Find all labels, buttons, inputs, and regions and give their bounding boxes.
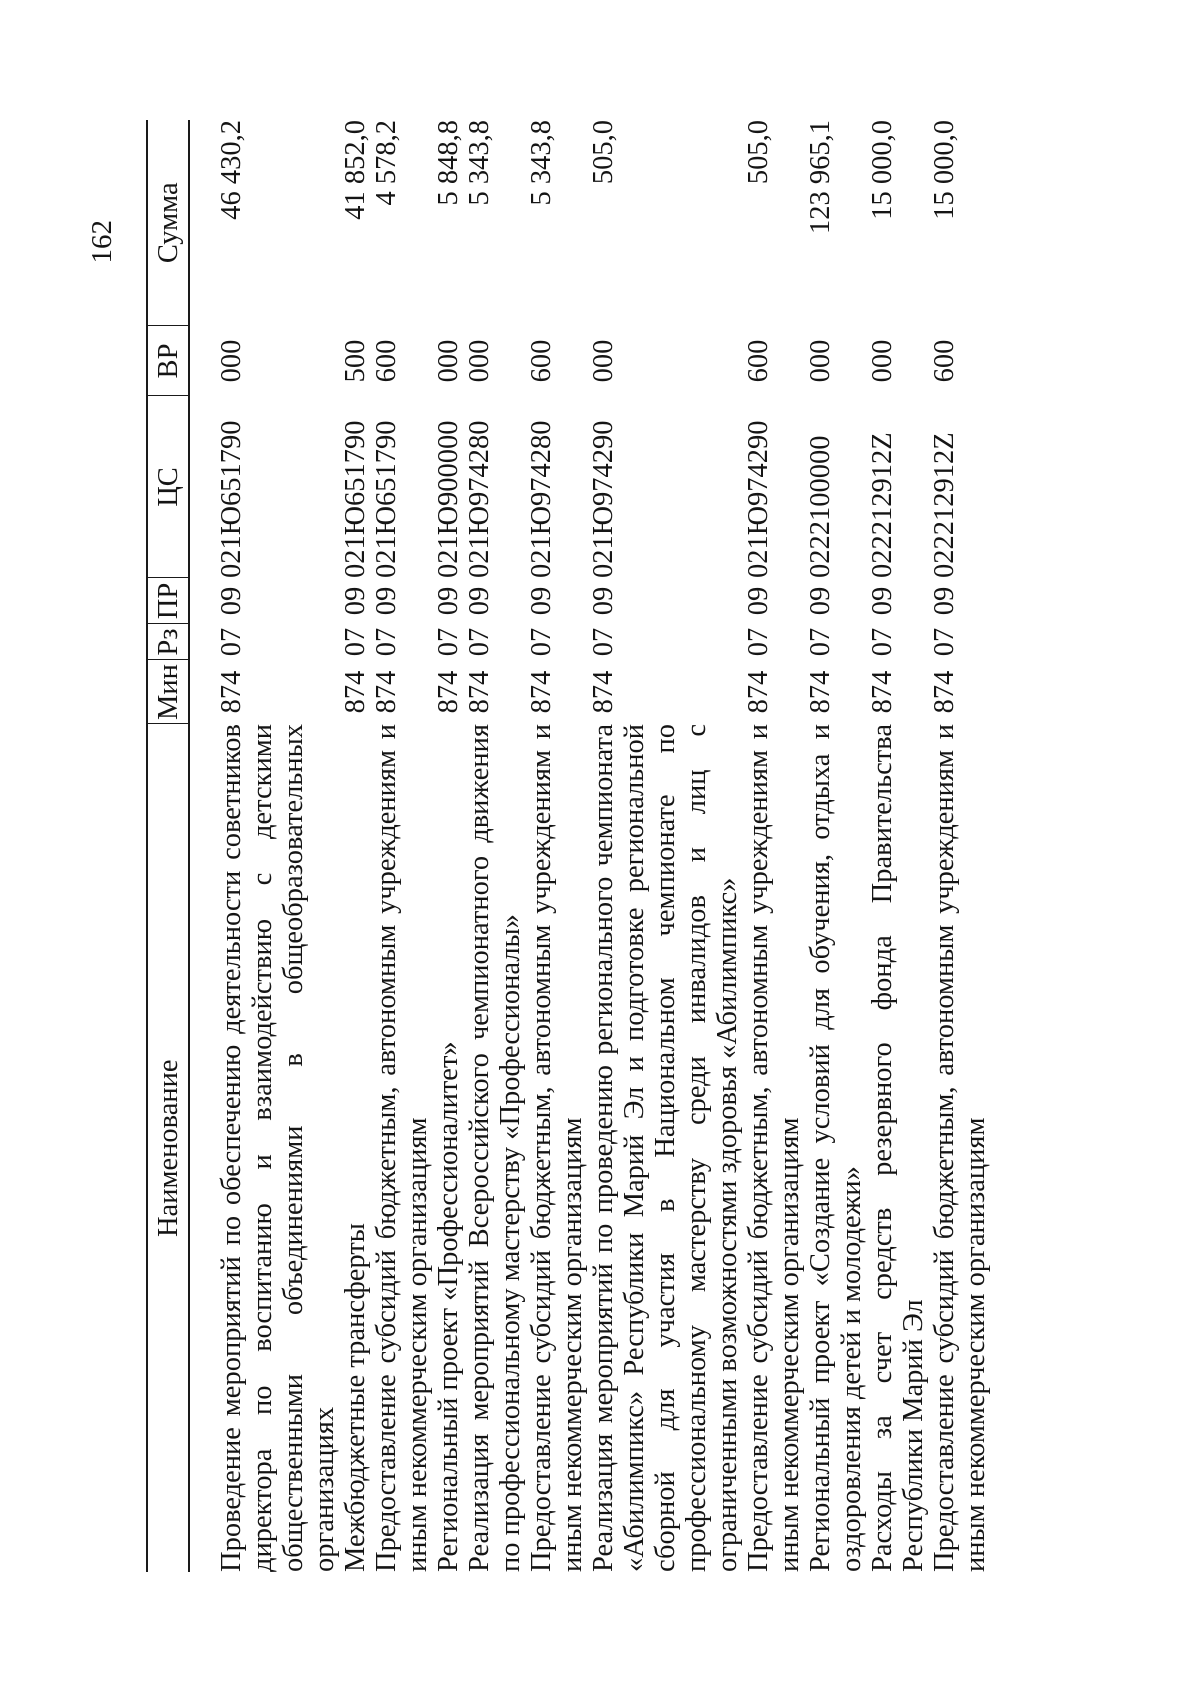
row-sum: 5 848,8 [433, 120, 464, 206]
header-vr: ВР [147, 326, 189, 396]
row-name: Предоставление субсидий бюджетным, автономным учреждениям и иным некоммерческим организациям [929, 724, 991, 1572]
row-rz: 07 [216, 627, 247, 657]
table-row [743, 120, 805, 1572]
row-sum: 15 000,0 [929, 120, 960, 220]
row-pr: 09 [929, 586, 960, 616]
row-min: 874 [867, 670, 898, 714]
row-cs: 0222100000 [805, 435, 836, 578]
row-sum: 505,0 [743, 120, 774, 185]
row-cs: 021Ю974280 [464, 420, 495, 578]
row-cs: 022212912Z [867, 432, 898, 578]
row-vr: 000 [464, 339, 495, 383]
header-name: Наименование [147, 724, 189, 1572]
row-name: Межбюджетные трансферты [340, 1223, 371, 1572]
row-cs: 021Ю900000 [433, 420, 464, 578]
row-rz: 07 [867, 627, 898, 657]
row-min: 874 [216, 670, 247, 714]
row-name: Расходы за счет средств резервного фонда Правительства Республики Марий Эл [867, 724, 929, 1572]
table-row [433, 120, 464, 1572]
header-cs: ЦС [147, 396, 189, 578]
row-pr: 09 [867, 586, 898, 616]
row-name: Предоставление субсидий бюджетным, автономным учреждениям и иным некоммерческим организациям [526, 724, 588, 1572]
table-body [189, 120, 991, 1572]
row-vr: 000 [805, 339, 836, 383]
row-sum: 41 852,0 [340, 120, 371, 220]
row-cs: 021Ю651790 [340, 420, 371, 578]
row-vr: 600 [371, 339, 402, 383]
row-vr: 500 [340, 339, 371, 383]
row-min: 874 [588, 670, 619, 714]
row-vr: 600 [929, 339, 960, 383]
row-vr: 000 [588, 339, 619, 383]
table-row [867, 120, 929, 1572]
row-name: Предоставление субсидий бюджетным, автономным учреждениям и иным некоммерческим организациям [371, 724, 433, 1572]
row-pr: 09 [340, 586, 371, 616]
row-pr: 09 [433, 586, 464, 616]
row-sum: 123 965,1 [805, 120, 836, 234]
table-row [805, 120, 867, 1572]
row-min: 874 [929, 670, 960, 714]
row-rz: 07 [805, 627, 836, 657]
row-pr: 09 [216, 586, 247, 616]
header-min: Мин [147, 660, 189, 724]
row-rz: 07 [929, 627, 960, 657]
row-sum: 5 343,8 [464, 120, 495, 206]
table-row [216, 120, 340, 1572]
row-cs: 021Ю651790 [216, 420, 247, 578]
table-spacer [189, 120, 216, 1572]
row-cs: 022212912Z [929, 432, 960, 578]
row-rz: 07 [464, 627, 495, 657]
row-sum: 505,0 [588, 120, 619, 185]
row-vr: 000 [867, 339, 898, 383]
table-row [340, 120, 371, 1572]
table-header [147, 120, 189, 1572]
row-rz: 07 [743, 627, 774, 657]
row-min: 874 [371, 670, 402, 714]
row-min: 874 [464, 670, 495, 714]
row-vr: 000 [216, 339, 247, 383]
table-row [588, 120, 743, 1572]
row-pr: 09 [371, 586, 402, 616]
row-pr: 09 [588, 586, 619, 616]
header-pr: ПР [147, 578, 189, 624]
row-vr: 000 [433, 339, 464, 383]
row-pr: 09 [526, 586, 557, 616]
row-rz: 07 [340, 627, 371, 657]
row-name: Региональный проект «Создание условий для обучения, отдыха и оздоровления детей и молодежи» [805, 724, 867, 1572]
row-name: Реализация мероприятий по проведению регионального чемпионата «Абилимпикс» Республики Марий Эл и подготовке региональной сборной для участия в Национальном чемпионате по профессиональному мастерству среди инвалидов и лиц с ограниченными возможностями здоровья «Абилимпикс» [588, 724, 743, 1572]
row-min: 874 [526, 670, 557, 714]
row-name: Предоставление субсидий бюджетным, автономным учреждениям и иным некоммерческим организациям [743, 724, 805, 1572]
row-vr: 600 [526, 339, 557, 383]
row-min: 874 [743, 670, 774, 714]
row-rz: 07 [371, 627, 402, 657]
row-sum: 15 000,0 [867, 120, 898, 220]
row-cs: 021Ю974290 [743, 420, 774, 578]
header-rz: Рз [147, 624, 189, 660]
row-cs: 021Ю974290 [588, 420, 619, 578]
row-min: 874 [805, 670, 836, 714]
row-sum: 4 578,2 [371, 120, 402, 206]
row-rz: 07 [588, 627, 619, 657]
row-name: Реализация мероприятий Всероссийского чемпионатного движения по профессиональному мастерству «Профессионалы» [464, 724, 526, 1572]
row-min: 874 [340, 670, 371, 714]
header-sum: Сумма [147, 120, 189, 326]
row-pr: 09 [464, 586, 495, 616]
row-rz: 07 [433, 627, 464, 657]
table-row [464, 120, 526, 1572]
row-pr: 09 [743, 586, 774, 616]
row-cs: 021Ю651790 [371, 420, 402, 578]
budget-table [146, 120, 991, 1572]
table-row [371, 120, 433, 1572]
row-rz: 07 [526, 627, 557, 657]
page-number: 162 [86, 220, 118, 264]
table-row [526, 120, 588, 1572]
row-name: Проведение мероприятий по обеспечению деятельности советников директора по воспитанию и взаимодействию с детскими общественными объединениями в общеобразовательных организациях [216, 724, 340, 1572]
row-pr: 09 [805, 586, 836, 616]
row-sum: 5 343,8 [526, 120, 557, 206]
row-sum: 46 430,2 [216, 120, 247, 220]
row-cs: 021Ю974280 [526, 420, 557, 578]
row-min: 874 [433, 670, 464, 714]
table-row [929, 120, 991, 1572]
row-name: Региональный проект «Профессионалитет» [433, 1041, 464, 1572]
row-vr: 600 [743, 339, 774, 383]
